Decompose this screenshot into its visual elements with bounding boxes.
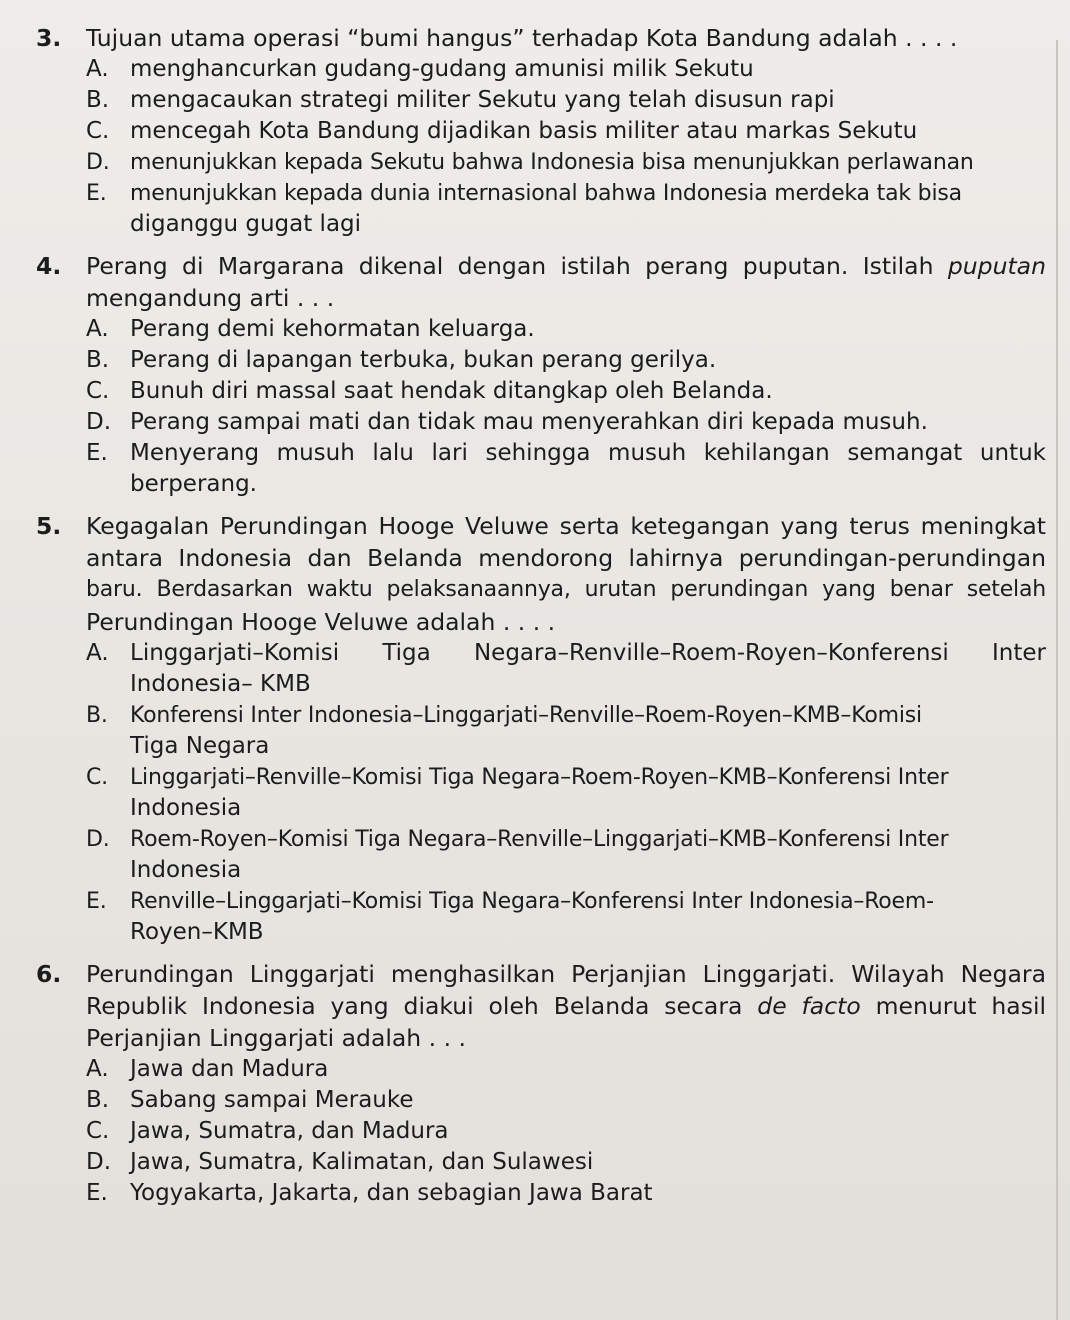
- option-text: Perang demi kehormatan keluarga.: [130, 316, 535, 342]
- question-stem-continuation: [36, 282, 1046, 314]
- question-stem-line-2: [36, 990, 1046, 1022]
- question-text: mengandung arti . . .: [86, 284, 335, 312]
- question-text-line: Perundingan Hooge Veluwe adalah . . . .: [86, 608, 556, 636]
- option-text: Perang sampai mati dan tidak mau menyerahkan diri kepada musuh.: [130, 409, 928, 435]
- question-stem-line-4: [36, 606, 1046, 638]
- option-letter: E.: [86, 1180, 108, 1206]
- option-c[interactable]: [86, 116, 1046, 147]
- question-stem: [36, 958, 1046, 990]
- option-text: Menyerang musuh lalu lari sehingga musuh kehilangan semangat untuk: [130, 440, 1046, 466]
- option-c[interactable]: [86, 1116, 1046, 1147]
- option-e[interactable]: [86, 438, 1046, 469]
- option-d-continuation: Indonesia: [130, 857, 242, 883]
- option-letter: A.: [86, 640, 109, 666]
- option-letter: C.: [86, 118, 110, 144]
- option-text: Linggarjati–Renville–Komisi Tiga Negara–Roem-Royen–KMB–Konferensi Inter: [130, 765, 949, 790]
- option-text: Roem-Royen–Komisi Tiga Negara–Renville–Linggarjati–KMB–Konferensi Inter: [130, 827, 949, 852]
- question-text-line: Kegagalan Perundingan Hooge Veluwe serta ketegangan yang terus meningkat: [86, 512, 1046, 540]
- option-e-continuation: Royen–KMB: [130, 919, 264, 945]
- option-a[interactable]: [86, 314, 1046, 345]
- question-stem: [36, 22, 1046, 54]
- question-text-line: Perjanjian Linggarjati adalah . . .: [86, 1024, 467, 1052]
- question-stem: [36, 250, 1046, 282]
- option-text: menunjukkan kepada dunia internasional bahwa Indonesia merdeka tak bisa: [130, 181, 962, 206]
- option-b[interactable]: [86, 1085, 1046, 1116]
- option-b[interactable]: [86, 85, 1046, 116]
- option-text: Jawa, Sumatra, Kalimatan, dan Sulawesi: [130, 1149, 594, 1175]
- option-b[interactable]: [86, 345, 1046, 376]
- option-letter: A.: [86, 1056, 109, 1082]
- option-a[interactable]: [86, 54, 1046, 85]
- option-letter: E.: [86, 440, 108, 466]
- option-text: Sabang sampai Merauke: [130, 1087, 414, 1113]
- question-text: Republik Indonesia yang diakui oleh Belanda secara: [86, 992, 743, 1020]
- question-stem-line-2: [36, 542, 1046, 574]
- question-6: [36, 958, 1046, 1209]
- page-edge: [1056, 40, 1058, 1320]
- option-letter: A.: [86, 56, 109, 82]
- option-list: [36, 1054, 1046, 1209]
- option-d[interactable]: [86, 147, 1046, 178]
- question-3: [36, 22, 1046, 240]
- option-text: mengacaukan strategi militer Sekutu yang telah disusun rapi: [130, 87, 835, 113]
- option-d[interactable]: [86, 407, 1046, 438]
- option-letter: B.: [86, 87, 110, 113]
- option-d[interactable]: [86, 824, 1046, 855]
- option-letter: E.: [86, 889, 107, 914]
- option-letter: D.: [86, 1149, 112, 1175]
- question-text-line: Perundingan Linggarjati menghasilkan Perjanjian Linggarjati. Wilayah Negara: [86, 960, 1046, 988]
- question-stem: [36, 510, 1046, 542]
- question-text: Perang di Margarana dikenal dengan istilah perang puputan. Istilah: [86, 252, 934, 280]
- option-text: mencegah Kota Bandung dijadikan basis militer atau markas Sekutu: [130, 118, 918, 144]
- option-text: Perang di lapangan terbuka, bukan perang gerilya.: [130, 347, 717, 373]
- question-text: menurut hasil: [875, 992, 1047, 1020]
- option-letter: D.: [86, 150, 110, 175]
- option-c[interactable]: [86, 762, 1046, 793]
- question-text-line: antara Indonesia dan Belanda mendorong lahirnya perundingan-perundingan: [86, 544, 1046, 572]
- option-e[interactable]: [86, 1178, 1046, 1209]
- option-text: menghancurkan gudang-gudang amunisi milik Sekutu: [130, 56, 754, 82]
- option-d[interactable]: [86, 1147, 1046, 1178]
- option-list: [36, 54, 1046, 240]
- option-a[interactable]: [86, 1054, 1046, 1085]
- option-e-continuation: berperang.: [130, 471, 257, 497]
- option-text: Bunuh diri massal saat hendak ditangkap oleh Belanda.: [130, 378, 773, 404]
- question-text: Tujuan utama operasi “bumi hangus” terhadap Kota Bandung adalah . . . .: [86, 24, 958, 52]
- option-letter: C.: [86, 378, 110, 404]
- option-letter: E.: [86, 181, 107, 206]
- question-number: 5.: [36, 512, 62, 540]
- option-letter: B.: [86, 703, 108, 728]
- option-text: Jawa, Sumatra, dan Madura: [130, 1118, 449, 1144]
- option-letter: C.: [86, 765, 108, 790]
- option-b-continuation: Tiga Negara: [130, 733, 270, 759]
- option-b[interactable]: [86, 700, 1046, 731]
- question-list: [36, 22, 1046, 1219]
- option-letter: D.: [86, 409, 112, 435]
- option-text: Yogyakarta, Jakarta, dan sebagian Jawa Barat: [130, 1180, 653, 1206]
- question-number: 4.: [36, 252, 62, 280]
- option-letter: A.: [86, 316, 109, 342]
- option-e[interactable]: [86, 886, 1046, 917]
- option-c-continuation: Indonesia: [130, 795, 242, 821]
- option-text: Konferensi Inter Indonesia–Linggarjati–Renville–Roem-Royen–KMB–Komisi: [130, 703, 922, 728]
- question-number: 6.: [36, 960, 62, 988]
- option-letter: C.: [86, 1118, 110, 1144]
- option-a-continuation: Indonesia– KMB: [130, 671, 311, 697]
- option-letter: D.: [86, 827, 110, 852]
- option-letter: B.: [86, 1087, 110, 1113]
- question-stem-line-3: [36, 574, 1046, 606]
- question-text-line: baru. Berdasarkan waktu pelaksanaannya, urutan perundingan yang benar setelah: [86, 577, 1046, 602]
- option-text: Jawa dan Madura: [130, 1056, 329, 1082]
- option-text: menunjukkan kepada Sekutu bahwa Indonesia bisa menunjukkan perlawanan: [130, 150, 974, 175]
- option-e[interactable]: [86, 178, 1046, 209]
- option-list: [36, 314, 1046, 500]
- option-a[interactable]: [86, 638, 1046, 669]
- question-term-italic: de facto: [757, 992, 861, 1020]
- option-letter: B.: [86, 347, 110, 373]
- option-list: [36, 638, 1046, 948]
- question-4: [36, 250, 1046, 500]
- question-stem-line-3: [36, 1022, 1046, 1054]
- option-text: Renville–Linggarjati–Komisi Tiga Negara–Konferensi Inter Indonesia–Roem-: [130, 889, 934, 914]
- question-term-italic: puputan: [947, 252, 1046, 280]
- question-number: 3.: [36, 24, 62, 52]
- option-e-continuation: diganggu gugat lagi: [130, 211, 362, 237]
- option-text: Linggarjati–Komisi Tiga Negara–Renville–Roem-Royen–Konferensi Inter: [130, 640, 1046, 666]
- option-c[interactable]: [86, 376, 1046, 407]
- question-5: [36, 510, 1046, 948]
